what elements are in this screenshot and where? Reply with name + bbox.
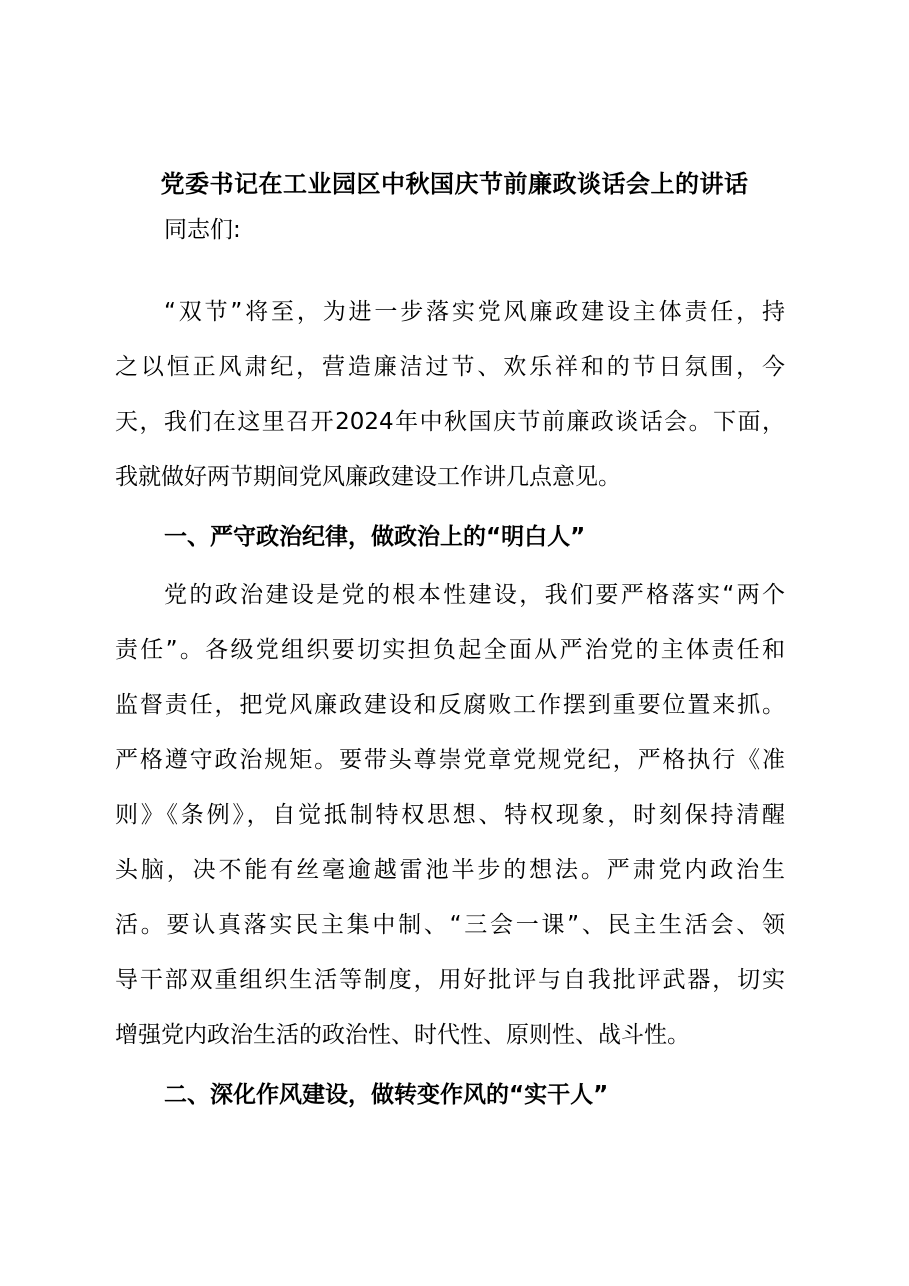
paragraph-line: 头脑，决不能有丝毫逾越雷池半步的想法。严肃党内政治生 [115,857,785,883]
paragraph-line: 则》《条例》，自觉抵制特权思想、特权现象，时刻保持清醒 [115,802,785,828]
section-heading: 二、深化作风建设，做转变作风的“实干人” [164,1082,609,1108]
paragraph-line: 活。要认真落实民主集中制、“三会一课”、民主生活会、领 [115,912,785,938]
paragraph-line: 监督责任，把党风廉政建设和反腐败工作摆到重要位置来抓。 [115,692,785,718]
paragraph-line: 我就做好两节期间党风廉政建设工作讲几点意见。 [115,464,621,490]
greeting: 同志们: [164,217,241,243]
document-title: 党委书记在工业园区中秋国庆节前廉政谈话会上的讲话 [160,169,749,198]
paragraph-line: “双节”将至，为进一步落实党风廉政建设主体责任，持 [164,299,785,325]
paragraph-line: 导干部双重组织生活等制度，用好批评与自我批评武器，切实 [115,967,785,993]
paragraph-line: 党的政治建设是党的根本性建设，我们要严格落实“两个 [164,582,785,608]
section-heading: 一、严守政治纪律，做政治上的“明白人” [164,524,586,550]
paragraph-line: 严格遵守政治规矩。要带头尊崇党章党规党纪，严格执行《准 [115,747,785,773]
paragraph-line: 之以恒正风肃纪，营造廉洁过节、欢乐祥和的节日氛围，今 [115,354,785,380]
paragraph-line: 增强党内政治生活的政治性、时代性、原则性、战斗性。 [115,1022,690,1048]
paragraph-line: 责任”。各级党组织要切实担负起全面从严治党的主体责任和 [115,637,785,663]
paragraph-line: 天，我们在这里召开2024年中秋国庆节前廉政谈话会。下面， [115,409,785,435]
